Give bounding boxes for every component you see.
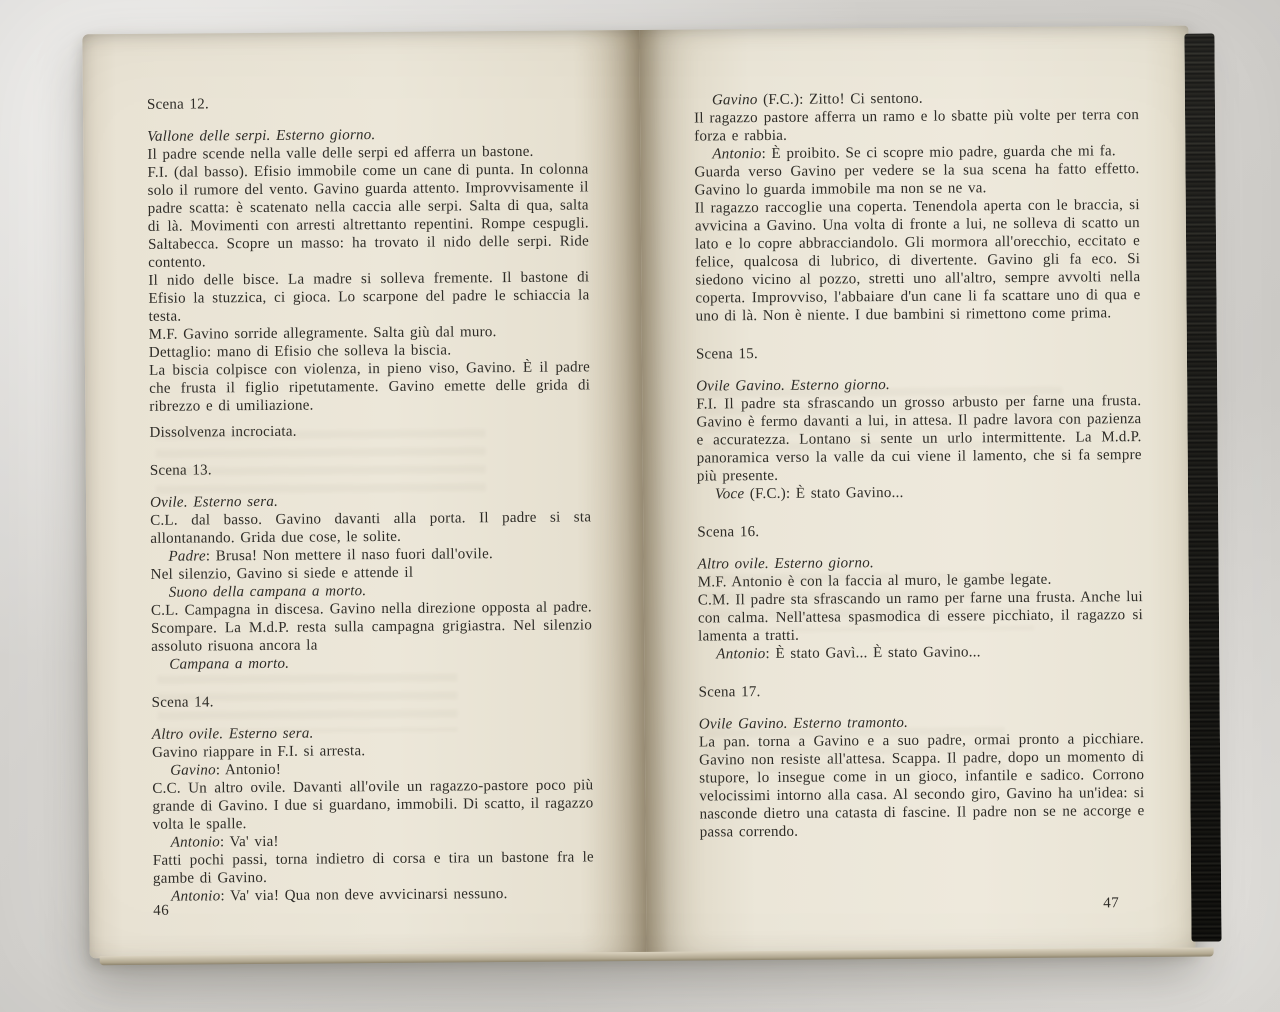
paragraph: C.M. Il padre sta sfrascando un ramo per farne una frusta. Anche lui con calma. Nell'attesa spasmodica di essere picchiato, il ragazzo si lamenta a tratti. [697,589,1144,645]
paragraph: Dissolvenza incrociata. [149,423,297,441]
paragraph: Nel silenzio, Gavino si siede e attende il [150,564,414,583]
speaker-name: Padre [168,548,206,565]
left-page-number: 46 [153,902,170,919]
right-page-text-column [694,88,1145,841]
scene-slugline: Vallone delle serpi. Esterno giorno. [147,127,376,145]
paragraph: Guarda verso Gavino per vedere se la sua scena ha fatto effetto. Gavino lo guarda immobile ma non se ne va. [694,161,1140,199]
right-page-number: 47 [1103,895,1120,912]
speaker-name: Antonio [170,834,221,851]
dialogue-line: Padre: Brusa! Non mettere il naso fuori dall'ovile. [168,546,494,565]
scene-slugline: Ovile Gavino. Esterno giorno. [696,377,891,395]
speaker-name: Antonio [171,888,221,905]
sound-direction: Campana a morto. [169,655,290,673]
left-page-text-column [147,92,594,905]
scene-slugline: Ovile Gavino. Esterno tramonto. [698,714,909,733]
scene-heading: Scena 12. [146,96,210,113]
book-page-right [639,26,1195,954]
scene-slugline: Altro ovile. Esterno sera. [151,725,314,743]
dialogue-line: Antonio: È proibito. Se ci scopre mio padre, guarda che mi fa. [712,143,1116,163]
paragraph: C.L. dal basso. Gavino davanti alla porta. Il padre si sta allontanando. Grida due cose, le solite. [150,509,592,547]
paragraph: Il nido delle bisce. La madre si solleva fremente. Il bastone di Efisio la stuzzica, ci gioca. Lo scarpone del padre le schiaccia la testa. [148,269,590,325]
dialogue-line: Voce (F.C.): È stato Gavino... [714,484,904,503]
paragraph: Il ragazzo pastore afferra un ramo e lo sbatte più volte per terra con forza e rabbia. [694,107,1140,145]
paragraph: Gavino riappare in F.I. si arresta. [151,743,366,761]
speaker-name: Gavino [711,92,758,109]
dialogue-line: Gavino: Antonio! [170,761,282,779]
scene-heading: Scena 14. [151,694,214,711]
scene-slugline: Altro ovile. Esterno giorno. [697,555,874,573]
page-edges-fore-edge [1184,33,1221,941]
paragraph: M.F. Antonio è con la faccia al muro, le gambe legate. [697,571,1052,591]
scene-heading: Scena 15. [695,346,759,363]
paragraph: F.I. (dal basso). Efisio immobile come un cane di punta. In colonna solo il rumore del vento. Gavino guarda attento. Improvvisamente il padre scatta: è scatenato nella caccia alle serpi. Salta di qua, salta di là. Movimenti con arresti altrettanto repentini. Rompe cespugli. Saltabecca. Scopre un masso: ha trovato il nido delle serpi. Ride contento. [147,161,590,271]
paragraph: M.F. Gavino sorride allegramente. Salta giù dal muro. [148,324,497,343]
paragraph: F.I. Il padre sta sfrascando un grosso arbusto per farne una frusta. Gavino è fermo davanti a lui, in attesa. Il padre lavora con pazienza e accuratezza. Lontano si sente un urlo intermittente. La M.d.P. panoramica verso la valle da cui viene il lamento, che si fa sempre più presente. [696,393,1142,485]
scene-heading: Scena 16. [697,524,760,541]
paragraph: La biscia colpisce con violenza, in pieno viso, Gavino. È il padre che frusta il figlio ripetutamente. Gavino emette delle grida di ribrezzo e di umiliazione. [148,359,591,415]
speaker-name: Gavino [170,762,216,779]
paragraph: Fatti pochi passi, torna indietro di corsa e tira un bastone fra le gambe di Gavino. [152,849,594,887]
scene-heading: Scena 17. [698,684,761,701]
dialogue-line: Gavino (F.C.): Zitto! Ci sentono. [711,90,923,109]
paragraph: Il padre scende nella valle delle serpi ed afferra un bastone. [147,143,534,163]
book-page-left [82,30,646,958]
paragraph: Dettaglio: mano di Efisio che solleva la biscia. [148,342,452,361]
open-book [82,26,1195,959]
dialogue-line: Antonio: Va' via! Qua non deve avvicinarsi nessuno. [171,886,508,905]
speaker-name: Antonio [716,646,766,663]
paragraph: C.L. Campagna in discesa. Gavino nella direzione opposta al padre. Scompare. La M.d.P. resta sulla campagna grigiastra. Nel silenzio assoluto risuona ancora la [150,599,593,655]
paragraph: C.C. Un altro ovile. Davanti all'ovile un ragazzo-pastore poco più grande di Gavino. I due si guardano, immobili. Di scatto, il ragazzo volta le spalle. [152,777,594,833]
speaker-name: Antonio [712,146,762,163]
scene-heading: Scena 13. [149,462,212,479]
scene-slugline: Ovile. Esterno sera. [150,493,279,511]
dialogue-line: Antonio: Va' via! [170,833,279,851]
paragraph: Il ragazzo raccoglie una coperta. Tenendola aperta con le braccia, si avvicina a Gavino. Una volta di fronte a lui, ne solleva di scatto un lato e lo copre abbracciandolo. Gli mormora all'orecchio, eccitato e felice, qualcosa di lubrico, di divertente. Gavino gli fa eco. Si siedono vicino al pozzo, stretti uno all'altro, sempre avvolti nella coperta. Improvviso, l'abbaiare d'un cane li fa scattare uno di qua e uno di là. Non è niente. I due bambini si rimettono come prima. [694,197,1141,325]
dialogue-line: Antonio: È stato Gavì... È stato Gavino... [716,644,981,663]
sound-direction: Suono della campana a morto. [168,583,367,601]
speaker-name: Voce [714,486,745,503]
paragraph: La pan. torna a Gavino e a suo padre, ormai pronto a picchiare. Gavino non resiste all'attesa. Scappa. Il padre, dopo un momento di stupore, lo insegue come in un gioco, infantile e sadico. Corrono velocissimi intorno alla casa. Al secondo giro, Gavino ha un'idea: si nasconde dietro una catasta di fascine. Il padre non se ne accorge e passa correndo. [698,731,1145,841]
